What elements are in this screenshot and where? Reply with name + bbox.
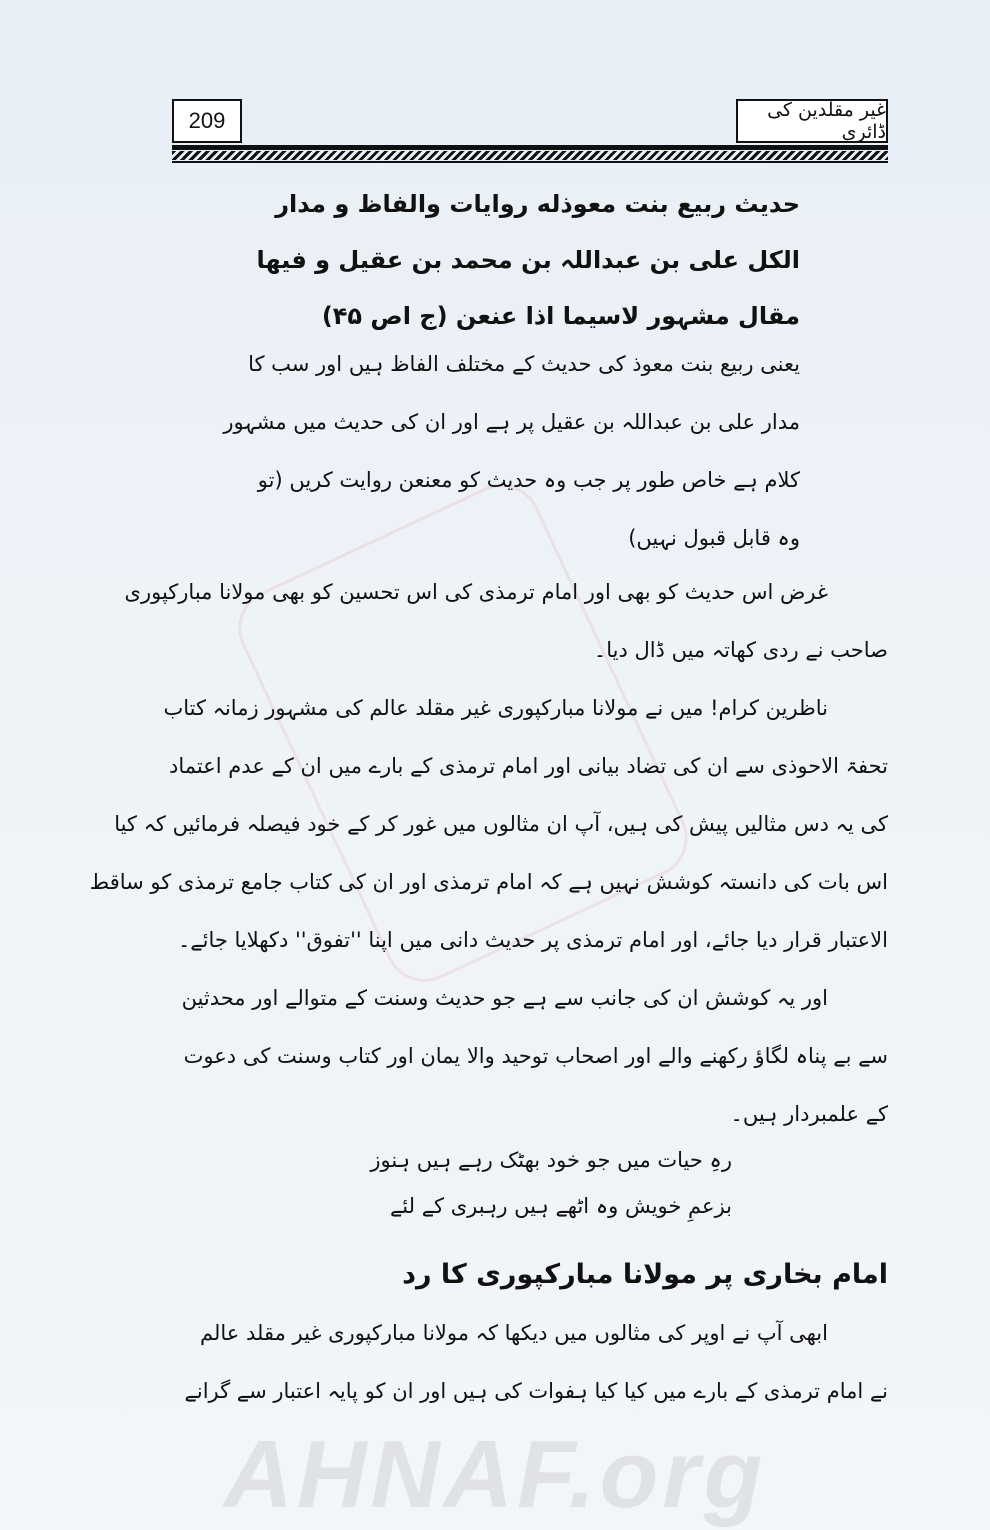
header-rule-hatched bbox=[172, 151, 888, 160]
arabic-quote-line: الکل علی بن عبداللہ بن محمد بن عقیل و فیها bbox=[256, 246, 800, 274]
paragraph-line: الاعتبار قرار دیا جائے، اور امام ترمذی پر حدیث دانی میں اپنا ''تفوق'' دکھلایا جائے۔ bbox=[177, 928, 888, 952]
arabic-quote-line: مقال مشہور لاسیما اذا عنعن (ج اص ۴۵) bbox=[321, 302, 800, 330]
paragraph-line: صاحب نے ردی کھاتہ میں ڈال دیا۔ bbox=[593, 638, 888, 662]
poetry-line: بزعمِ خویش وہ اٹھے ہیں رہبری کے لئے bbox=[390, 1194, 732, 1218]
paragraph-line: کی یہ دس مثالیں پیش کی ہیں، آپ ان مثالوں میں غور کر کے خود فیصلہ فرمائیں کہ کیا bbox=[114, 812, 888, 836]
page-header bbox=[0, 0, 990, 170]
header-rule-thick bbox=[172, 145, 888, 150]
section-heading bbox=[172, 1250, 888, 1300]
paragraph-line: اس بات کی دانستہ کوشش نہیں ہے کہ امام ترمذی اور ان کی کتاب جامع ترمذی کو ساقط bbox=[89, 870, 888, 894]
book-title: غیر مقلدین کی ڈائری bbox=[736, 99, 888, 143]
paragraph-line: سے بے پناہ لگاؤ رکھنے والے اور اصحاب توحید والا یمان اور کتاب وسنت کی دعوت bbox=[183, 1044, 888, 1068]
paragraph-line: اور یہ کوشش ان کی جانب سے ہے جو حدیث وسنت کے متوالے اور محدثین bbox=[181, 986, 828, 1010]
arabic-quote-line: حدیث ربیع بنت معوذله روایات والفاظ و مدار bbox=[275, 190, 800, 218]
paragraph-line: غرض اس حدیث کو بھی اور امام ترمذی کی اس تحسین کو بھی مولانا مبارکپوری bbox=[124, 580, 828, 604]
paragraph-line: تحفۃ الاحوذی سے ان کی تضاد بیانی اور امام ترمذی کے بارے میں ان کے عدم اعتماد bbox=[169, 754, 888, 778]
translation-line: وہ قابل قبول نہیں) bbox=[628, 526, 800, 550]
paragraph-1 bbox=[124, 563, 888, 679]
translation-line: مدار علی بن عبداللہ بن عقیل پر ہے اور ان کی حدیث میں مشہور bbox=[223, 410, 800, 434]
poetry-couplet bbox=[332, 1137, 732, 1229]
translation-line: یعنی ربیع بنت معوذ کی حدیث کے مختلف الفاظ ہیں اور سب کا bbox=[248, 352, 800, 376]
section-heading-text: امام بخاری پر مولانا مبارکپوری کا رد bbox=[402, 1259, 888, 1290]
urdu-translation bbox=[223, 335, 800, 567]
paragraph-line: نے امام ترمذی کے بارے میں کیا کیا ہفوات کی ہیں اور ان کو پایہ اعتبار سے گرانے bbox=[184, 1379, 888, 1403]
header-rule-thin bbox=[172, 161, 888, 163]
paragraph-2 bbox=[89, 679, 888, 969]
arabic-quote bbox=[240, 176, 800, 344]
paragraph-line: ابھی آپ نے اوپر کی مثالوں میں دیکھا کہ مولانا مبارکپوری غیر مقلد عالم bbox=[200, 1321, 828, 1345]
paragraph-3 bbox=[172, 969, 888, 1143]
paragraph-line: ناظرین کرام! میں نے مولانا مبارکپوری غیر مقلد عالم کی مشہور زمانہ کتاب bbox=[163, 696, 828, 720]
poetry-line: رہِ حیات میں جو خود بھٹک رہے ہیں ہنوز bbox=[370, 1148, 732, 1172]
translation-line: کلام ہے خاص طور پر جب وہ حدیث کو معنعن روایت کریں (تو bbox=[257, 468, 800, 492]
paragraph-4 bbox=[172, 1304, 888, 1420]
paragraph-line: کے علمبردار ہیں۔ bbox=[730, 1102, 888, 1126]
site-watermark: AHNAF.org bbox=[223, 1421, 767, 1528]
page-number: 209 bbox=[172, 99, 242, 143]
